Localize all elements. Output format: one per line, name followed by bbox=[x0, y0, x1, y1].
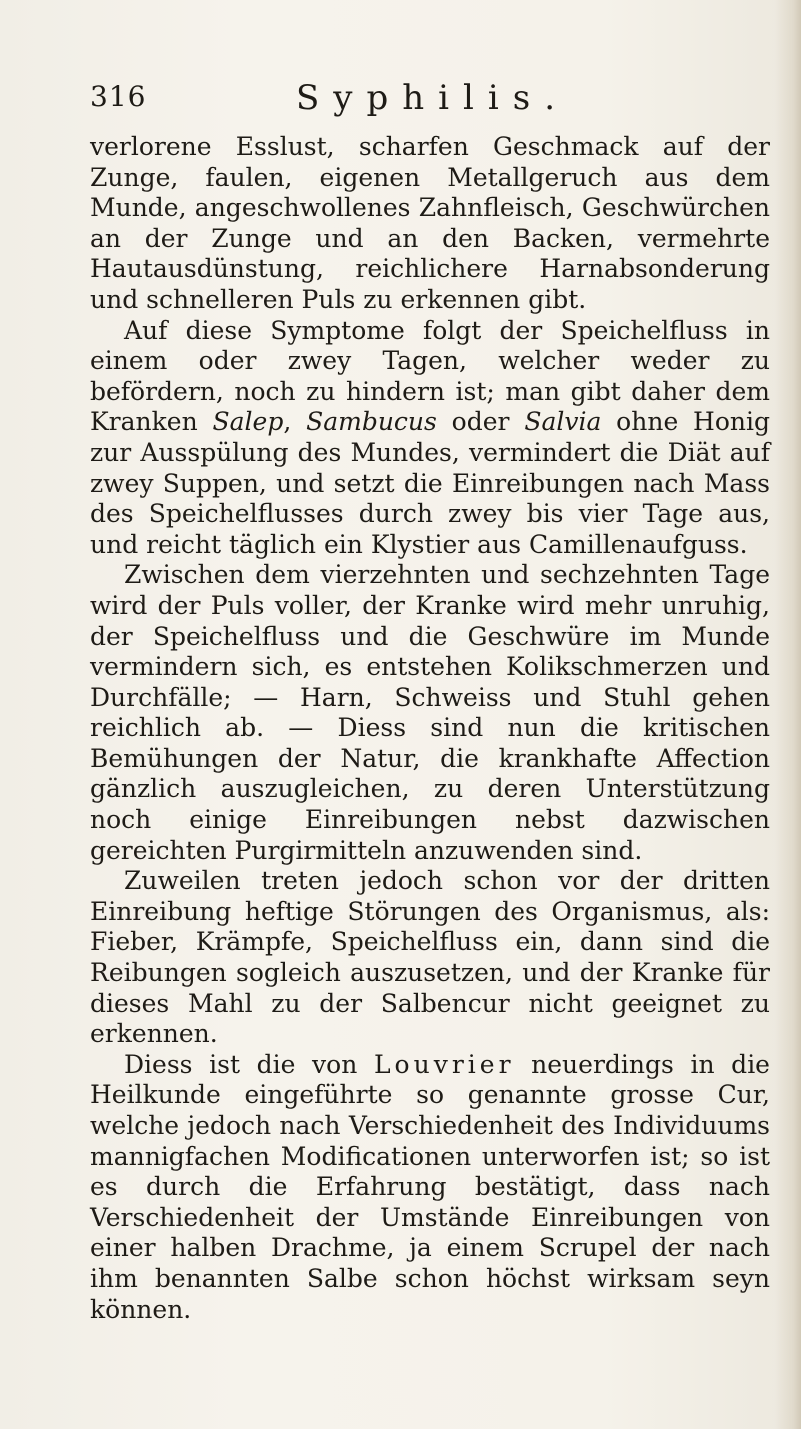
running-title: Syphilis. bbox=[296, 78, 570, 118]
term-salep: Salep bbox=[212, 407, 284, 437]
paragraph-3 bbox=[90, 560, 770, 866]
paragraph-4-text: Zuweilen treten jedoch schon vor der dritten Einreibung heftige Störungen des Organismus, als: Fieber, Krämpfe, Speichelfluss ein, dann sind die Reibungen sogleich auszusetzen, und der Kranke für dieses Mahl zu der Salbencur nicht geeignet zu erkennen. bbox=[90, 866, 770, 1049]
author-name-louvrier: Louvrier bbox=[373, 1049, 515, 1079]
paragraph-2-text-b: , bbox=[283, 407, 307, 437]
paragraph-4 bbox=[90, 866, 770, 1050]
page-number: 316 bbox=[90, 80, 147, 113]
paragraph-5 bbox=[90, 1050, 770, 1325]
term-salvia: Salvia bbox=[524, 407, 602, 437]
paragraph-2-text-a: Auf diese Symptome folgt der Speichelfluss in einem oder zwey Tagen, welcher weder zu befördern, noch zu hindern ist; man gibt daher dem Kranken bbox=[90, 315, 770, 437]
paragraph-2 bbox=[90, 316, 770, 561]
paragraph-2-text-d: ohne Honig zur Ausspülung des Mundes, vermindert die Diät auf zwey Suppen, und setzt die Einreibungen nach Mass des Speichelflusses durch zwey bis vier Tage aus, und reicht täglich ein Klystier aus Camillenaufguss. bbox=[90, 407, 770, 559]
body-text bbox=[90, 132, 770, 1325]
page-header bbox=[90, 72, 780, 122]
term-sambucus: Sambucus bbox=[306, 407, 437, 437]
paragraph-2-text-c: oder bbox=[436, 407, 525, 437]
page-edge-shadow bbox=[775, 0, 801, 1429]
paragraph-5-text-a: Diess ist die von bbox=[124, 1049, 374, 1079]
paragraph-5-text-b: neuerdings in die Heilkunde eingeführte so genannte grosse Cur, welche jedoch nach Verschiedenheit des Individuums mannigfachen Modificationen unterworfen ist; so ist es durch die Erfahrung bestätigt, dass nach Verschiedenheit der Umstände Einreibungen von einer halben Drachme, ja einem Scrupel der nach ihm benannten Salbe schon höchst wirksam seyn können. bbox=[90, 1049, 770, 1324]
paragraph-3-text: Zwischen dem vierzehnten und sechzehnten Tage wird der Puls voller, der Kranke wird mehr unruhig, der Speichelfluss und die Geschwüre im Munde vermindern sich, es entstehen Kolikschmerzen und Durchfälle; — Harn, Schweiss und Stuhl gehen reichlich ab. — Diess sind nun die kritischen Bemühungen der Natur, die krankhafte Affection gänzlich auszugleichen, zu deren Unterstützung noch einige Einreibungen nebst dazwischen gereichten Purgirmitteln anzuwenden sind. bbox=[90, 560, 770, 865]
paragraph-1 bbox=[90, 132, 770, 316]
paragraph-1-text: verlorene Esslust, scharfen Geschmack auf der Zunge, faulen, eigenen Metallgeruch aus dem Munde, angeschwollenes Zahnfleisch, Geschwürchen an der Zunge und an den Backen, vermehrte Hautausdünstung, reichlichere Harnabsonderung und schnelleren Puls zu erkennen gibt. bbox=[90, 132, 770, 314]
